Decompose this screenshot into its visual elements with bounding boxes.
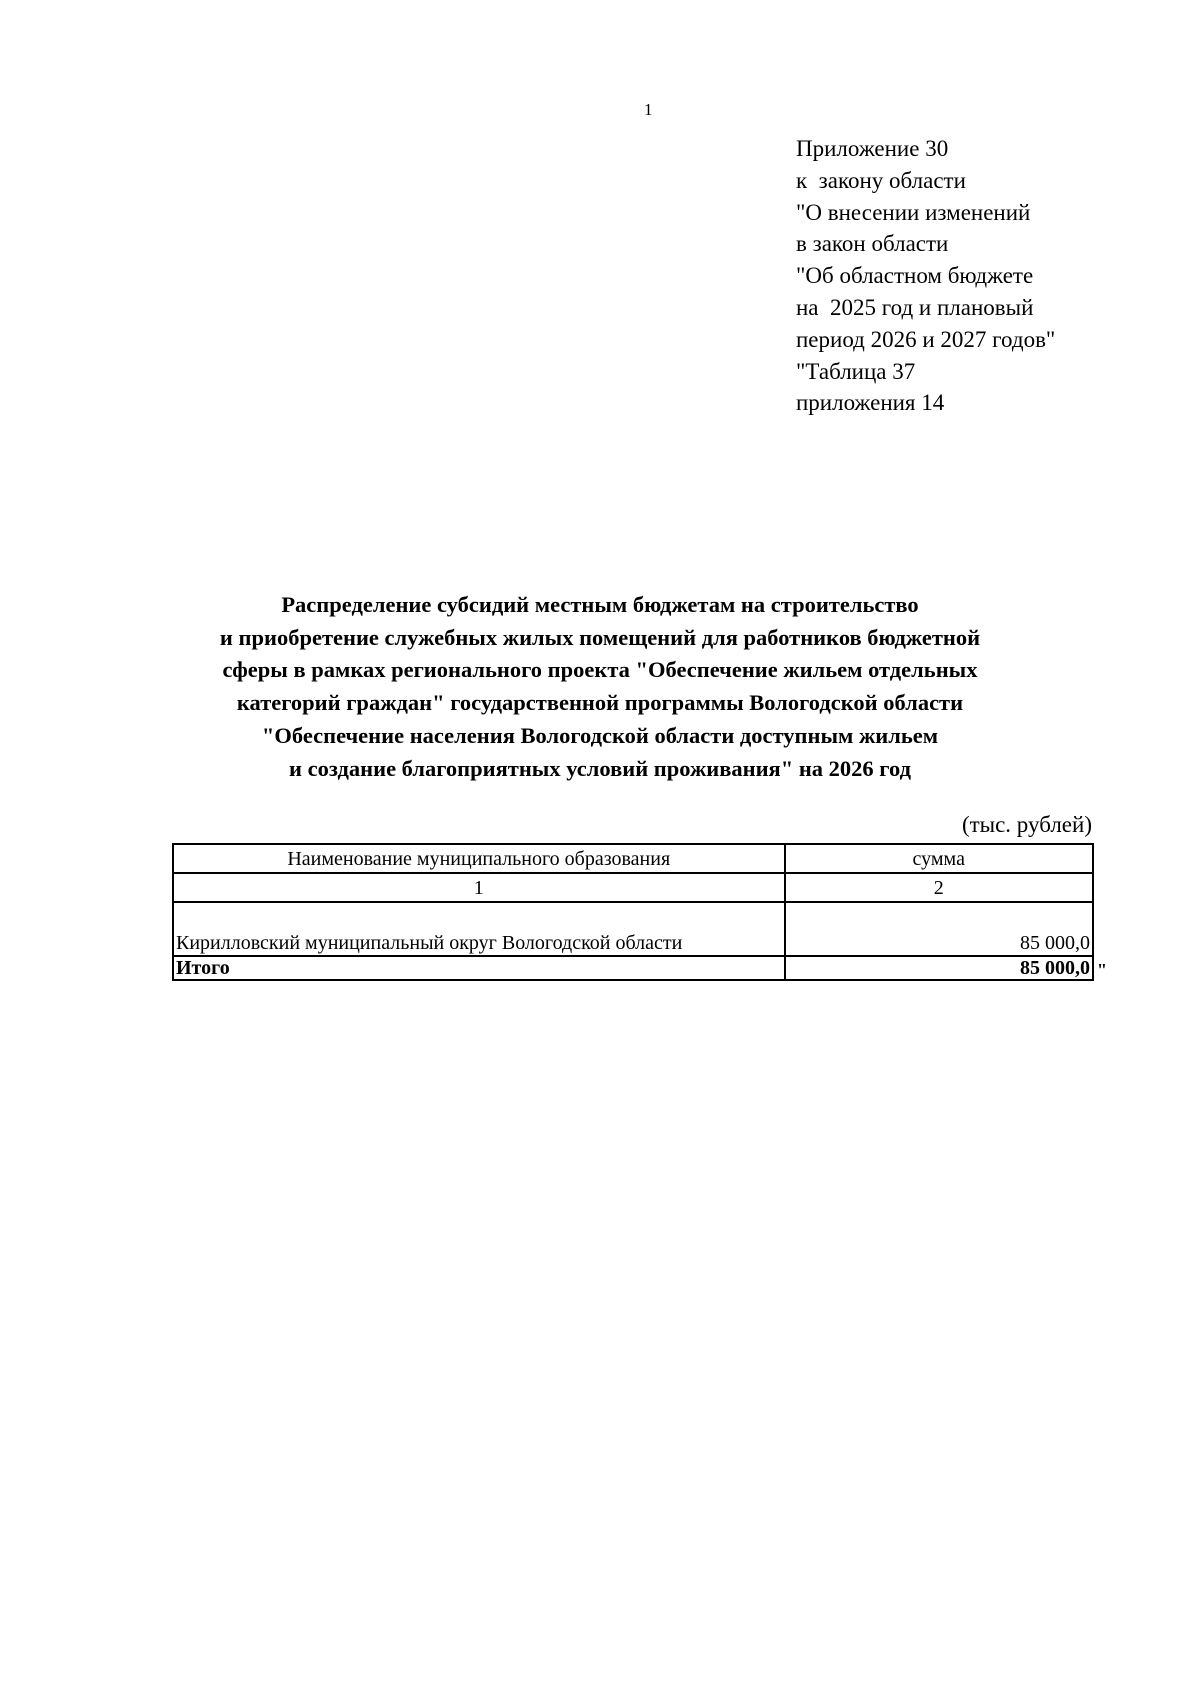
appendix-line: приложения 14 xyxy=(796,390,945,416)
title-line: и создание благоприятных условий проживания" на 2026 год xyxy=(289,755,911,781)
appendix-line: к закону области xyxy=(796,167,966,193)
column-number: 2 xyxy=(785,873,1094,902)
subsidy-amount: 85 000,0 xyxy=(785,902,1094,956)
total-row xyxy=(173,956,1093,980)
header-amount: сумма xyxy=(785,844,1094,873)
appendix-line: в закон области xyxy=(796,231,949,257)
appendix-line: "Таблица 37 xyxy=(796,358,916,384)
page-number: 1 xyxy=(644,100,653,119)
appendix-line: "Об областном бюджете xyxy=(796,263,1034,289)
title-line: категорий граждан" государственной программы Вологодской области xyxy=(236,690,964,716)
title-line: "Обеспечение населения Вологодской области доступным жильем xyxy=(261,722,939,748)
column-number: 1 xyxy=(173,873,785,902)
appendix-line: период 2026 и 2027 годов" xyxy=(796,326,1056,352)
appendix-line: на 2025 год и плановый xyxy=(796,294,1034,320)
title-line: сферы в рамках регионального проекта "Обеспечение жильем отдельных xyxy=(222,657,978,683)
closing-quote: " xyxy=(1097,960,1107,980)
subsidy-table xyxy=(172,843,1094,981)
total-label: Итого xyxy=(173,956,785,980)
municipality-name: Кирилловский муниципальный округ Вологодской области xyxy=(173,902,785,956)
column-number-row xyxy=(173,873,1093,902)
document-title xyxy=(150,589,1050,785)
table-header-row xyxy=(173,844,1093,873)
units-label: (тыс. рублей) xyxy=(961,812,1092,837)
appendix-line: Приложение 30 xyxy=(796,136,949,161)
title-line: Распределение субсидий местным бюджетам на строительство xyxy=(281,592,919,617)
table-row xyxy=(173,902,1093,956)
header-municipality: Наименование муниципального образования xyxy=(173,844,785,873)
appendix-reference xyxy=(796,133,1176,419)
total-amount: 85 000,0 xyxy=(785,956,1094,980)
title-line: и приобретение служебных жилых помещений для работников бюджетной xyxy=(219,624,981,650)
appendix-line: "О внесении изменений xyxy=(796,199,1031,225)
